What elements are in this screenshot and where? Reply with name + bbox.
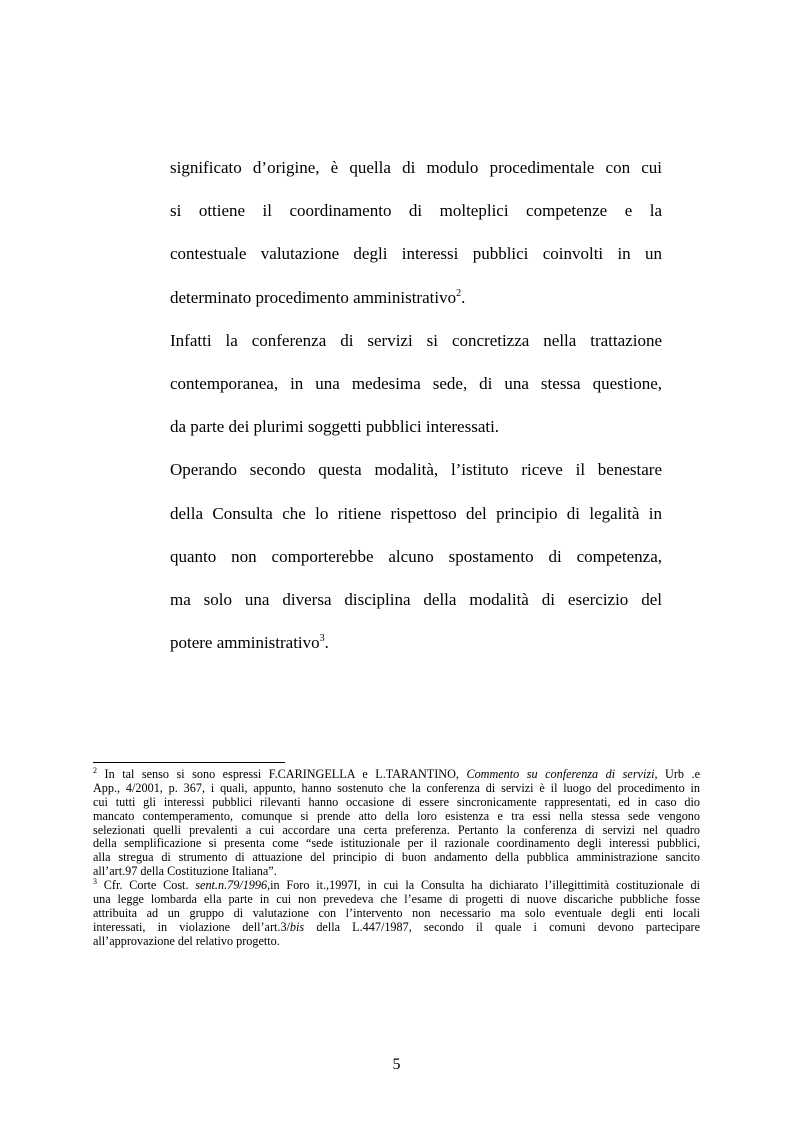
body-line: Operando secondo questa modalità, l’istituto riceve il benestare [170, 460, 662, 480]
footnote-3-line [93, 921, 700, 935]
footnote-3-line: attribuita ad un gruppo di valutazione con l’intervento non necessario ma solo eventuale degli enti locali [93, 905, 700, 920]
body-line: da parte dei plurimi soggetti pubblici interessati. [170, 417, 500, 437]
footnote-3-line: una legge lombarda ella parte in cui non prevedeva che l’esame di progetti di nuove discariche pubbliche fosse [93, 892, 700, 907]
footnote-italic: bis [289, 919, 305, 934]
body-line-text: potere amministrativo [170, 633, 320, 653]
footnote-3-line: all’approvazione del relativo progetto. [93, 933, 280, 948]
footnote-2-line: alla stregua di strumento di attuazione del principio di buon andamento della pubblica amministrazione sancito [93, 850, 700, 865]
footnote-ref-2[interactable]: 2 [456, 287, 462, 299]
footnote-2-line: selezionati quelli prevalenti a cui accordare una certa preferenza. Pertanto la conferenza di servizi nel quadro [93, 822, 700, 837]
footnote-text: interessati, in violazione dell’art.3/ [93, 919, 290, 934]
footnotes [93, 768, 700, 949]
page-number: 5 [392, 1056, 401, 1073]
period: . [324, 633, 329, 653]
body-line: significato d’origine, è quella di modulo procedimentale con cui [170, 158, 662, 177]
footnote-2-line [93, 768, 700, 782]
footnote-ref-3[interactable]: 3 [319, 633, 325, 645]
footnote-2-line: della semplificazione si presenta come “sede istituzionale per il razionale coordinamento degli interessi pubblici, [93, 836, 700, 851]
footnote-text: Urb .e [657, 767, 700, 781]
footnote-2-mark: 2 [93, 766, 97, 775]
footnote-2-line: cui tutti gli interessi pubblici rilevanti hanno occasione di essere sincronicamente rappresentati, ed in caso dio [93, 794, 700, 809]
footnote-3-line [93, 879, 700, 893]
footnote-text: in Foro it.,1997I, in cui la Consulta ha dichiarato l’illegittimità costituzionale di [270, 878, 700, 893]
body-line-text: determinato procedimento amministrativo [170, 287, 457, 307]
body-line: si ottiene il coordinamento di molteplici competenze e la [170, 201, 662, 221]
body-text [170, 146, 662, 664]
body-line: contemporanea, in una medesima sede, di una stessa questione, [170, 373, 662, 393]
body-line: quanto non comporterebbe alcuno spostamento di competenza, [170, 546, 662, 566]
body-line [170, 276, 662, 319]
footnote-separator [93, 762, 285, 763]
footnote-2-line: App., 4/2001, p. 367, i quali, appunto, hanno sostenuto che la conferenza di servizi è il luogo del procedimento in [93, 780, 700, 795]
body-line [170, 621, 662, 664]
footnote-3-mark: 3 [93, 877, 97, 887]
footnote-italic: Commento su conferenza di servizi, [466, 767, 658, 781]
body-line: Infatti la conferenza di servizi si concretizza nella trattazione [170, 330, 662, 350]
footnote-2-line: all’art.97 della Costituzione Italiana”. [93, 864, 277, 879]
footnote-text: della L.447/1987, secondo il quale i comuni devono partecipare [304, 919, 700, 934]
body-line: contestuale valutazione degli interessi pubblici coinvolti in un [170, 244, 662, 264]
footnote-text: In tal senso si sono espressi F.CARINGELLA e L.TARANTINO, [97, 767, 467, 781]
body-line: della Consulta che lo ritiene rispettoso del principio di legalità in [170, 503, 662, 523]
body-line: ma solo una diversa disciplina della modalità di esercizio del [170, 589, 662, 609]
footnote-italic: sent.n.79/1996, [195, 878, 271, 893]
period: . [461, 287, 466, 307]
footnote-text: Cfr. Corte Cost. [97, 878, 196, 893]
footnote-2-line: mancato contemperamento, comunque si prende atto della loro esistenza e tra essi nella stessa sede vengono [93, 808, 700, 823]
